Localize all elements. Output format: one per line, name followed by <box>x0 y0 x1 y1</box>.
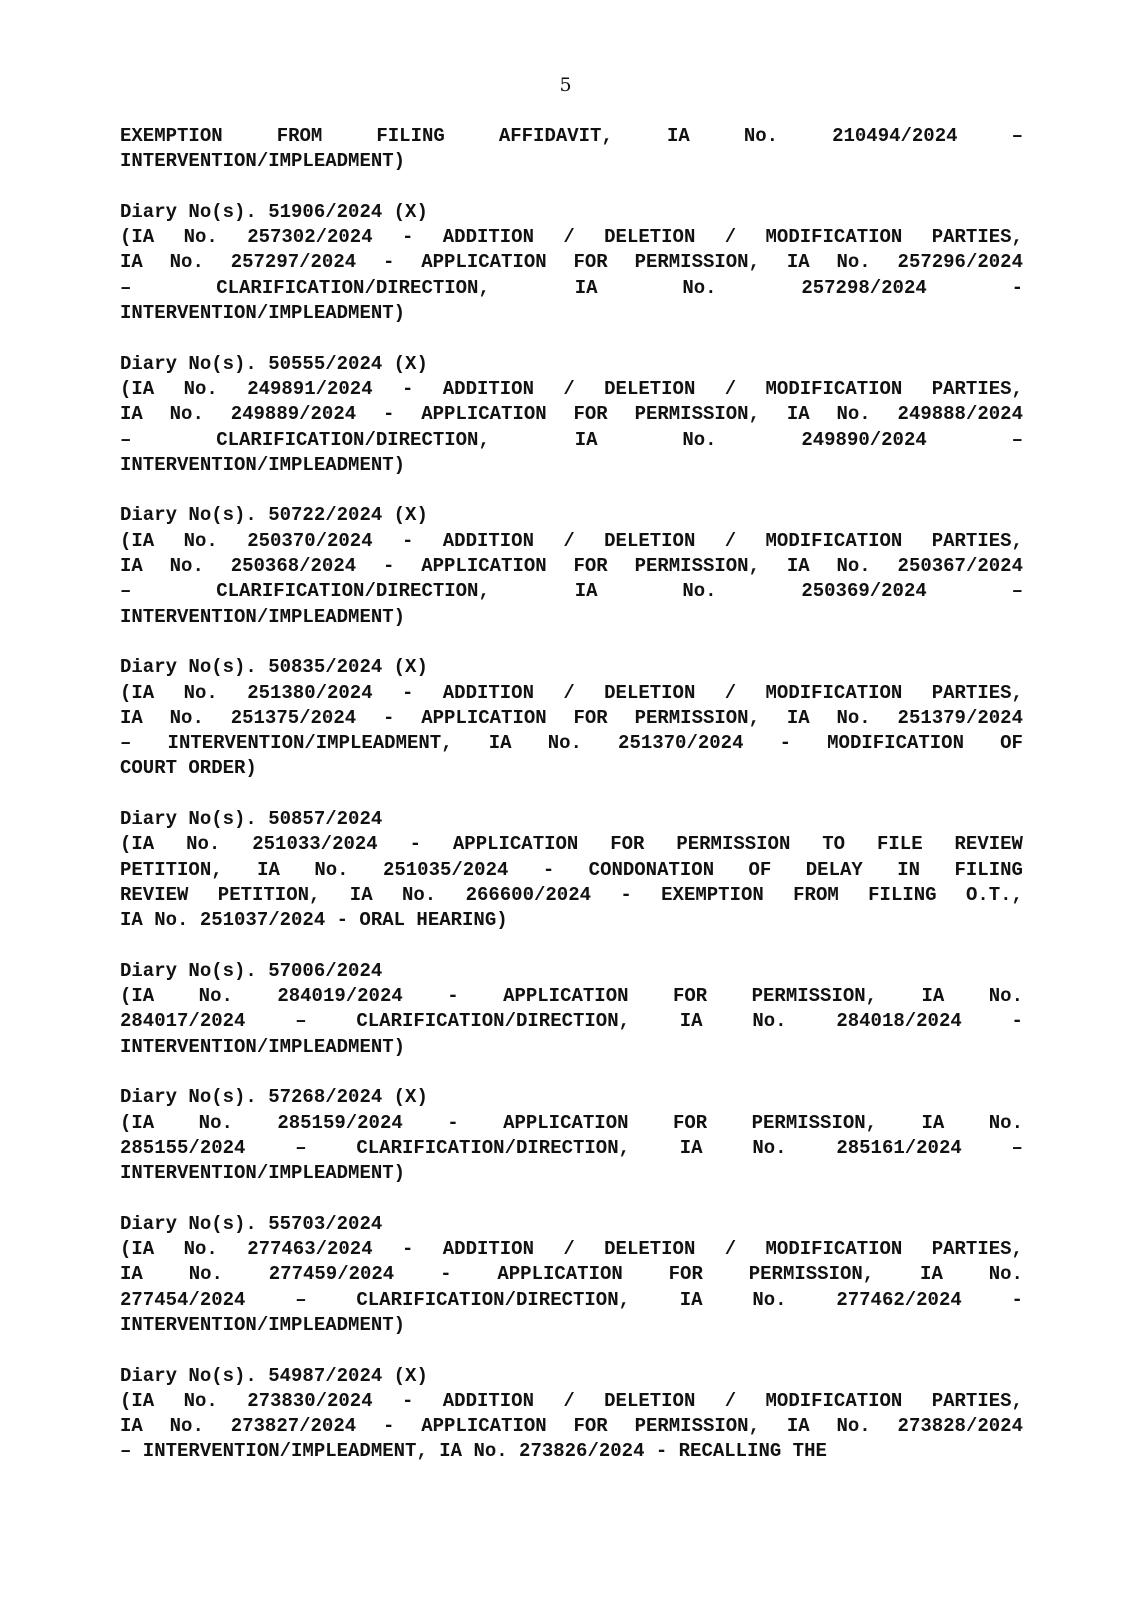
ia-line: 284017/2024 – CLARIFICATION/DIRECTION, IA No. 284018/2024 - <box>120 1010 1023 1033</box>
ia-line: IA No. 250368/2024 - APPLICATION FOR PERMISSION, IA No. 250367/2024 <box>120 555 1023 578</box>
diary-number: Diary No(s). 57006/2024 <box>120 959 383 982</box>
ia-line: INTERVENTION/IMPLEADMENT) <box>120 302 406 325</box>
ia-line: (IA No. 250370/2024 - ADDITION / DELETION / MODIFICATION PARTIES, <box>120 529 1023 552</box>
ia-line: – INTERVENTION/IMPLEADMENT, IA No. 251370/2024 - MODIFICATION OF <box>120 732 1023 755</box>
ia-line: (IA No. 285159/2024 - APPLICATION FOR PERMISSION, IA No. <box>120 1111 1023 1134</box>
ia-line: INTERVENTION/IMPLEADMENT) <box>120 605 406 628</box>
ia-line: – CLARIFICATION/DIRECTION, IA No. 257298/2024 - <box>120 276 1023 299</box>
continuation-line: INTERVENTION/IMPLEADMENT) <box>120 150 406 173</box>
ia-line: (IA No. 249891/2024 - ADDITION / DELETION / MODIFICATION PARTIES, <box>120 377 1023 400</box>
ia-line: COURT ORDER) <box>120 757 257 780</box>
diary-entry <box>120 200 1023 326</box>
diary-entry <box>120 352 1023 478</box>
ia-line: IA No. 251037/2024 - ORAL HEARING) <box>120 909 508 932</box>
continuation-block <box>120 124 1023 175</box>
diary-number: Diary No(s). 50722/2024 (X) <box>120 504 428 527</box>
diary-entry <box>120 1085 1023 1186</box>
diary-entry <box>120 503 1023 629</box>
diary-number: Diary No(s). 50835/2024 (X) <box>120 656 428 679</box>
ia-line: – CLARIFICATION/DIRECTION, IA No. 249890/2024 – <box>120 428 1023 451</box>
diary-entry <box>120 1364 1023 1465</box>
document-body <box>120 124 1023 1490</box>
diary-entry <box>120 807 1023 933</box>
ia-line: INTERVENTION/IMPLEADMENT) <box>120 1162 406 1185</box>
ia-line: (IA No. 284019/2024 - APPLICATION FOR PERMISSION, IA No. <box>120 985 1023 1008</box>
ia-line: IA No. 273827/2024 - APPLICATION FOR PERMISSION, IA No. 273828/2024 <box>120 1415 1023 1438</box>
ia-line: REVIEW PETITION, IA No. 266600/2024 - EXEMPTION FROM FILING O.T., <box>120 883 1023 906</box>
diary-number: Diary No(s). 50857/2024 <box>120 808 383 831</box>
ia-line: IA No. 277459/2024 - APPLICATION FOR PERMISSION, IA No. <box>120 1263 1023 1286</box>
ia-line: (IA No. 251380/2024 - ADDITION / DELETION / MODIFICATION PARTIES, <box>120 681 1023 704</box>
diary-number: Diary No(s). 57268/2024 (X) <box>120 1086 428 1109</box>
ia-line: IA No. 257297/2024 - APPLICATION FOR PERMISSION, IA No. 257296/2024 <box>120 251 1023 274</box>
ia-line: 285155/2024 – CLARIFICATION/DIRECTION, IA No. 285161/2024 – <box>120 1136 1023 1159</box>
diary-number: Diary No(s). 51906/2024 (X) <box>120 200 428 223</box>
diary-number: Diary No(s). 50555/2024 (X) <box>120 352 428 375</box>
ia-line: INTERVENTION/IMPLEADMENT) <box>120 453 406 476</box>
diary-number: Diary No(s). 55703/2024 <box>120 1212 383 1235</box>
diary-entry <box>120 655 1023 781</box>
ia-line: (IA No. 257302/2024 - ADDITION / DELETION / MODIFICATION PARTIES, <box>120 226 1023 249</box>
ia-line: PETITION, IA No. 251035/2024 - CONDONATION OF DELAY IN FILING <box>120 858 1023 881</box>
ia-line: INTERVENTION/IMPLEADMENT) <box>120 1035 406 1058</box>
ia-line: (IA No. 273830/2024 - ADDITION / DELETION / MODIFICATION PARTIES, <box>120 1389 1023 1412</box>
ia-line: 277454/2024 – CLARIFICATION/DIRECTION, IA No. 277462/2024 - <box>120 1288 1023 1311</box>
ia-line: (IA No. 251033/2024 - APPLICATION FOR PERMISSION TO FILE REVIEW <box>120 833 1023 856</box>
diary-entry <box>120 1212 1023 1338</box>
ia-line: – INTERVENTION/IMPLEADMENT, IA No. 273826/2024 - RECALLING THE <box>120 1440 827 1463</box>
ia-line: IA No. 249889/2024 - APPLICATION FOR PERMISSION, IA No. 249888/2024 <box>120 403 1023 426</box>
ia-line: IA No. 251375/2024 - APPLICATION FOR PERMISSION, IA No. 251379/2024 <box>120 706 1023 729</box>
diary-entries <box>120 200 1023 1465</box>
continuation-line: EXEMPTION FROM FILING AFFIDAVIT, IA No. 210494/2024 – <box>120 125 1023 147</box>
diary-number: Diary No(s). 54987/2024 (X) <box>120 1364 428 1387</box>
diary-entry <box>120 959 1023 1060</box>
ia-line: – CLARIFICATION/DIRECTION, IA No. 250369/2024 – <box>120 580 1023 603</box>
ia-line: (IA No. 277463/2024 - ADDITION / DELETION / MODIFICATION PARTIES, <box>120 1238 1023 1261</box>
ia-line: INTERVENTION/IMPLEADMENT) <box>120 1313 406 1336</box>
page-number: 5 <box>559 74 572 96</box>
